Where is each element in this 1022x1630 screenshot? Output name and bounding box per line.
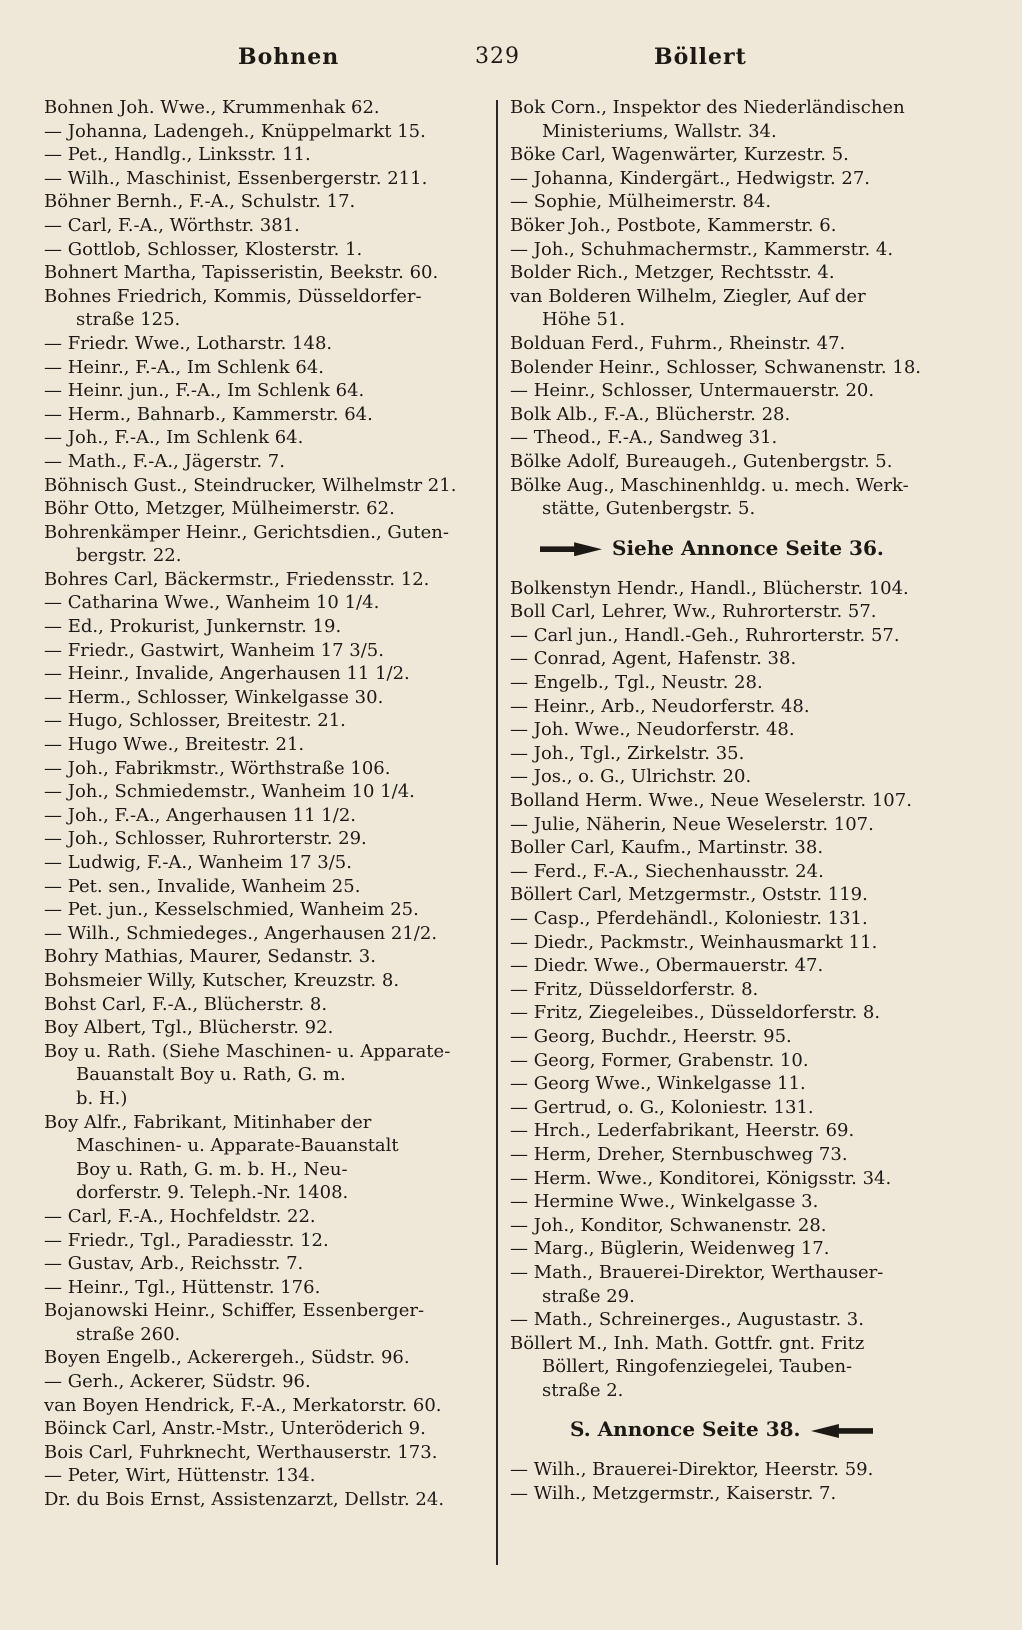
directory-entry [510, 1072, 942, 1096]
entry-line: — Wilh., Maschinist, Essenbergerstr. 211. [44, 167, 428, 189]
directory-entry [44, 1252, 484, 1276]
entry-line: Bölke Aug., Maschinenhldg. u. mech. Werk- [510, 474, 909, 496]
directory-entry [44, 1441, 484, 1465]
entry-line: — Carl, F.-A., Wörthstr. 381. [44, 214, 300, 236]
directory-entry [44, 1488, 484, 1512]
entry-line: — Georg, Buchdr., Heerstr. 95. [510, 1025, 792, 1047]
entry-line: — Pet. jun., Kesselschmied, Wanheim 25. [44, 899, 419, 921]
entry-line: — Gustav, Arb., Reichsstr. 7. [44, 1253, 304, 1275]
directory-entry [44, 1111, 484, 1205]
directory-entry [44, 450, 484, 474]
pointing-hand-icon [811, 1424, 873, 1438]
directory-entry [510, 285, 942, 332]
page-number: 329 [475, 44, 520, 69]
right-entries-c [510, 1458, 942, 1505]
entry-line: Bohry Mathias, Maurer, Sedanstr. 3. [44, 946, 376, 968]
entry-line: Bois Carl, Fuhrknecht, Werthauserstr. 173. [44, 1441, 438, 1463]
directory-entry [44, 615, 484, 639]
entry-line: van Boyen Hendrick, F.-A., Merkatorstr. 60. [44, 1394, 442, 1416]
entry-line: — Gertrud, o. G., Koloniestr. 131. [510, 1096, 814, 1118]
directory-entry [510, 214, 942, 238]
entry-line: Bölke Adolf, Bureaugeh., Gutenbergstr. 5. [510, 450, 893, 472]
directory-entry [510, 1190, 942, 1214]
directory-entry [44, 1276, 484, 1300]
entry-line: — Johanna, Kindergärt., Hedwigstr. 27. [510, 167, 871, 189]
entry-line: — Heinr., Arb., Neudorferstr. 48. [510, 695, 810, 717]
directory-entry [44, 474, 484, 498]
directory-entry [510, 1167, 942, 1191]
entry-continuation: stätte, Gutenbergstr. 5. [542, 498, 756, 520]
entry-continuation: Ministeriums, Wallstr. 34. [542, 120, 777, 142]
entry-line: Dr. du Bois Ernst, Assistenzarzt, Dellstr. 24. [44, 1489, 445, 1511]
directory-entry [510, 1096, 942, 1120]
directory-entry [510, 883, 942, 907]
directory-entry [44, 757, 484, 781]
entry-line: Böllert M., Inh. Math. Gottfr. gnt. Fritz [510, 1332, 865, 1354]
entry-line: Böllert Carl, Metzgermstr., Oststr. 119. [510, 884, 868, 906]
entry-line: Bolland Herm. Wwe., Neue Weselerstr. 107. [510, 790, 912, 812]
entry-line: — Marg., Büglerin, Weidenweg 17. [510, 1238, 830, 1260]
directory-entry [510, 695, 942, 719]
directory-entry [510, 238, 942, 262]
entry-line: — Heinr. jun., F.-A., Im Schlenk 64. [44, 380, 365, 402]
directory-entry [44, 1417, 484, 1441]
directory-entry [44, 1040, 484, 1111]
right-column [510, 96, 942, 1506]
entry-line: — Heinr., Invalide, Angerhausen 11 1/2. [44, 663, 410, 685]
entry-line: — Pet. sen., Invalide, Wanheim 25. [44, 875, 361, 897]
directory-entry [44, 993, 484, 1017]
directory-entry [510, 1261, 942, 1308]
directory-entry [44, 662, 484, 686]
entry-line: Bohrenkämper Heinr., Gerichtsdien., Guten- [44, 521, 449, 543]
entry-line: — Peter, Wirt, Hüttenstr. 134. [44, 1465, 316, 1487]
entry-continuation: Höhe 51. [542, 309, 626, 331]
annonce-notice-38 [510, 1414, 942, 1444]
entry-line: — Ed., Prokurist, Junkernstr. 19. [44, 616, 342, 638]
entry-line: Bohres Carl, Bäckermstr., Friedensstr. 12. [44, 568, 430, 590]
directory-entry [44, 167, 484, 191]
right-entries-a [510, 96, 942, 521]
directory-entry [510, 1237, 942, 1261]
directory-entry [44, 898, 484, 922]
directory-entry [510, 426, 942, 450]
directory-entry [510, 474, 942, 521]
directory-entry [44, 1464, 484, 1488]
entry-continuation: Bauanstalt Boy u. Rath, G. m. [76, 1064, 346, 1086]
directory-entry [44, 591, 484, 615]
entry-line: — Casp., Pferdehändl., Koloniestr. 131. [510, 908, 868, 929]
directory-entry [44, 804, 484, 828]
directory-entry [510, 836, 942, 860]
directory-entry [510, 379, 942, 403]
entry-line: Boy Albert, Tgl., Blücherstr. 92. [44, 1017, 334, 1039]
entry-line: Boy u. Rath. (Siehe Maschinen- u. Apparate- [44, 1040, 451, 1062]
directory-entry [44, 780, 484, 804]
entry-line: — Joh., F.-A., Im Schlenk 64. [44, 427, 304, 449]
entry-line: — Friedr. Wwe., Lotharstr. 148. [44, 332, 333, 354]
entry-continuation: Boy u. Rath, G. m. b. H., Neu- [76, 1158, 348, 1180]
entry-line: — Carl, F.-A., Hochfeldstr. 22. [44, 1205, 316, 1227]
entry-line: — Julie, Näherin, Neue Weselerstr. 107. [510, 813, 874, 835]
entry-line: Bolkenstyn Hendr., Handl., Blücherstr. 104. [510, 577, 909, 599]
directory-entry [44, 1370, 484, 1394]
entry-line: Bok Corn., Inspektor des Niederländischen [510, 97, 905, 118]
left-column [44, 96, 484, 1512]
column-divider [496, 100, 498, 1565]
entry-line: — Herm., Bahnarb., Kammerstr. 64. [44, 403, 373, 425]
entry-line: — Gottlob, Schlosser, Klosterstr. 1. [44, 238, 363, 260]
directory-entry [510, 190, 942, 214]
entry-line: Böinck Carl, Anstr.-Mstr., Unteröderich 9. [44, 1418, 426, 1440]
directory-entry [510, 143, 942, 167]
entry-line: — Ludwig, F.-A., Wanheim 17 3/5. [44, 852, 352, 873]
entry-line: — Jos., o. G., Ulrichstr. 20. [510, 766, 752, 788]
entry-continuation: bergstr. 22. [76, 545, 182, 567]
directory-entry [44, 1346, 484, 1370]
entry-line: — Diedr., Packmstr., Weinhausmarkt 11. [510, 931, 878, 953]
entry-line: Boyen Engelb., Ackerergeh., Südstr. 96. [44, 1347, 410, 1369]
directory-entry [510, 765, 942, 789]
entry-line: — Joh., F.-A., Angerhausen 11 1/2. [44, 804, 356, 826]
entry-line: — Johanna, Ladengeh., Knüppelmarkt 15. [44, 120, 426, 142]
entry-line: — Joh. Wwe., Neudorferstr. 48. [510, 719, 795, 741]
directory-entry [510, 978, 942, 1002]
running-head-right: Böllert [654, 44, 747, 70]
entry-line: — Herm. Wwe., Konditorei, Königsstr. 34. [510, 1167, 892, 1189]
entry-line: — Fritz, Ziegeleibes., Düsseldorferstr. 8. [510, 1002, 881, 1024]
entry-line: — Pet., Handlg., Linksstr. 11. [44, 144, 311, 166]
directory-entry [44, 379, 484, 403]
directory-entry [44, 1394, 484, 1418]
directory-entry [510, 167, 942, 191]
directory-entry [510, 1308, 942, 1332]
directory-entry [510, 742, 942, 766]
directory-entry [510, 1025, 942, 1049]
directory-entry [510, 1458, 942, 1482]
entry-line: Bohsmeier Willy, Kutscher, Kreuzstr. 8. [44, 969, 400, 991]
directory-entry [44, 143, 484, 167]
directory-entry [44, 709, 484, 733]
entry-continuation: b. H.) [76, 1087, 128, 1109]
directory-entry [44, 238, 484, 262]
directory-entry [510, 1001, 942, 1025]
annonce-notice-36 [510, 533, 942, 563]
entry-line: — Joh., Fabrikmstr., Wörthstraße 106. [44, 757, 391, 779]
directory-entry [44, 1229, 484, 1253]
entry-line: — Heinr., F.-A., Im Schlenk 64. [44, 356, 325, 378]
entry-continuation: Böllert, Ringofenziegelei, Tauben- [542, 1356, 853, 1378]
directory-entry [510, 813, 942, 837]
entry-line: Boy Alfr., Fabrikant, Mitinhaber der [44, 1111, 372, 1133]
directory-entry [510, 1332, 942, 1403]
directory-entry [44, 686, 484, 710]
directory-entry [44, 1205, 484, 1229]
directory-entry [44, 120, 484, 144]
entry-line: van Bolderen Wilhelm, Ziegler, Auf der [510, 285, 866, 307]
entry-line: — Joh., Schmiedemstr., Wanheim 10 1/4. [44, 781, 415, 803]
entry-line: — Wilh., Brauerei-Direktor, Heerstr. 59. [510, 1459, 874, 1481]
directory-entry [44, 1299, 484, 1346]
directory-entry [510, 647, 942, 671]
directory-entry [44, 521, 484, 568]
annonce-text: S. Annonce Seite 38. [570, 1417, 801, 1442]
entry-line: — Friedr., Gastwirt, Wanheim 17 3/5. [44, 639, 384, 661]
entry-line: — Sophie, Mülheimerstr. 84. [510, 191, 772, 213]
entry-line: — Wilh., Metzgermstr., Kaiserstr. 7. [510, 1483, 837, 1505]
directory-entry [510, 1482, 942, 1506]
entry-line: Böker Joh., Postbote, Kammerstr. 6. [510, 214, 837, 236]
directory-entry [510, 600, 942, 624]
entry-line: Böke Carl, Wagenwärter, Kurzestr. 5. [510, 144, 849, 166]
directory-entry [510, 403, 942, 427]
directory-entry [510, 1143, 942, 1167]
entry-line: — Friedr., Tgl., Paradiesstr. 12. [44, 1229, 329, 1251]
directory-entry [44, 969, 484, 993]
entry-continuation: dorferstr. 9. Teleph.-Nr. 1408. [76, 1182, 349, 1204]
entry-line: — Conrad, Agent, Hafenstr. 38. [510, 648, 797, 670]
directory-entry [510, 1214, 942, 1238]
directory-entry [510, 718, 942, 742]
directory-entry [510, 1049, 942, 1073]
directory-entry [510, 332, 942, 356]
entry-line: Bohnen Joh. Wwe., Krummenhak 62. [44, 97, 380, 118]
directory-entry [510, 624, 942, 648]
directory-entry [510, 96, 942, 143]
entry-line: — Hermine Wwe., Winkelgasse 3. [510, 1191, 819, 1213]
directory-entry [510, 931, 942, 955]
entry-line: — Catharina Wwe., Wanheim 10 1/4. [44, 592, 380, 614]
directory-entry [44, 285, 484, 332]
entry-line: — Ferd., F.-A., Siechenhausstr. 24. [510, 860, 824, 882]
entry-line: Böhr Otto, Metzger, Mülheimerstr. 62. [44, 498, 395, 520]
directory-entry [44, 875, 484, 899]
entry-line: Boller Carl, Kaufm., Martinstr. 38. [510, 837, 824, 859]
directory-entry [44, 1016, 484, 1040]
directory-entry [44, 497, 484, 521]
directory-entry [510, 577, 942, 601]
directory-entry [44, 332, 484, 356]
directory-entry [510, 450, 942, 474]
directory-entry [44, 214, 484, 238]
directory-entry [44, 945, 484, 969]
directory-entry [44, 261, 484, 285]
entry-line: Bohnes Friedrich, Kommis, Düsseldorfer- [44, 285, 422, 307]
directory-entry [44, 851, 484, 875]
entry-line: — Herm., Schlosser, Winkelgasse 30. [44, 686, 384, 708]
entry-line: — Joh., Schlosser, Ruhrorterstr. 29. [44, 828, 367, 850]
entry-continuation: straße 29. [542, 1285, 635, 1307]
entry-line: Bojanowski Heinr., Schiffer, Essenberger- [44, 1300, 425, 1322]
directory-entry [44, 827, 484, 851]
entry-line: — Joh., Tgl., Zirkelstr. 35. [510, 742, 745, 764]
directory-entry [44, 568, 484, 592]
directory-entry [510, 954, 942, 978]
entry-line: — Math., Brauerei-Direktor, Werthauser- [510, 1261, 884, 1283]
annonce-text: Siehe Annonce Seite 36. [612, 535, 884, 560]
directory-entry [510, 261, 942, 285]
entry-line: Bolduan Ferd., Fuhrm., Rheinstr. 47. [510, 332, 846, 354]
directory-entry [44, 426, 484, 450]
entry-line: — Fritz, Düsseldorferstr. 8. [510, 978, 759, 1000]
entry-line: — Math., F.-A., Jägerstr. 7. [44, 450, 285, 472]
entry-line: — Joh., Konditor, Schwanenstr. 28. [510, 1214, 827, 1236]
directory-entry [44, 356, 484, 380]
entry-line: Bohnert Martha, Tapisseristin, Beekstr. 60. [44, 262, 439, 284]
entry-line: — Engelb., Tgl., Neustr. 28. [510, 672, 763, 694]
entry-line: — Theod., F.-A., Sandweg 31. [510, 427, 778, 449]
entry-line: — Wilh., Schmiedeges., Angerhausen 21/2. [44, 922, 438, 944]
entry-line: — Joh., Schuhmachermstr., Kammerstr. 4. [510, 238, 894, 260]
entry-continuation: Maschinen- u. Apparate-Bauanstalt [76, 1135, 399, 1157]
entry-line: Bohst Carl, F.-A., Blücherstr. 8. [44, 993, 328, 1015]
entry-line: Bolk Alb., F.-A., Blücherstr. 28. [510, 403, 791, 425]
entry-line: Böhnisch Gust., Steindrucker, Wilhelmstr 21. [44, 474, 457, 496]
entry-line: — Hugo, Schlosser, Breitestr. 21. [44, 710, 346, 732]
directory-entry [510, 907, 942, 931]
directory-entry [44, 639, 484, 663]
entry-continuation: straße 2. [542, 1379, 624, 1401]
directory-entry [44, 403, 484, 427]
directory-entry [510, 860, 942, 884]
entry-line: — Heinr., Tgl., Hüttenstr. 176. [44, 1276, 321, 1298]
directory-entry [510, 1119, 942, 1143]
directory-entry [44, 733, 484, 757]
entry-line: — Math., Schreinerges., Augustastr. 3. [510, 1309, 864, 1331]
entry-line: — Herm, Dreher, Sternbuschweg 73. [510, 1143, 848, 1165]
entry-line: — Georg Wwe., Winkelgasse 11. [510, 1073, 806, 1095]
entry-line: Böhner Bernh., F.-A., Schulstr. 17. [44, 191, 356, 213]
directory-entry [510, 671, 942, 695]
directory-entry [44, 96, 484, 120]
entry-line: Bolender Heinr., Schlosser, Schwanenstr. 18. [510, 356, 922, 378]
directory-entry [44, 190, 484, 214]
entry-line: — Hrch., Lederfabrikant, Heerstr. 69. [510, 1120, 855, 1142]
entry-line: — Carl jun., Handl.-Geh., Ruhrorterstr. 57. [510, 624, 900, 646]
directory-entry [44, 922, 484, 946]
running-head-left: Bohnen [238, 44, 340, 70]
entry-line: — Gerh., Ackerer, Südstr. 96. [44, 1371, 311, 1393]
entry-line: — Georg, Former, Grabenstr. 10. [510, 1049, 809, 1071]
entry-line: — Heinr., Schlosser, Untermauerstr. 20. [510, 380, 875, 402]
directory-entry [510, 789, 942, 813]
pointing-hand-icon [540, 542, 602, 556]
entry-line: Bolder Rich., Metzger, Rechtsstr. 4. [510, 262, 835, 284]
entry-continuation: straße 260. [76, 1323, 181, 1345]
entry-line: — Hugo Wwe., Breitestr. 21. [44, 734, 305, 756]
entry-line: Boll Carl, Lehrer, Ww., Ruhrorterstr. 57. [510, 601, 877, 623]
entry-continuation: straße 125. [76, 309, 181, 331]
directory-entry [510, 356, 942, 380]
entry-line: — Diedr. Wwe., Obermauerstr. 47. [510, 955, 824, 977]
right-entries-b [510, 577, 942, 1403]
